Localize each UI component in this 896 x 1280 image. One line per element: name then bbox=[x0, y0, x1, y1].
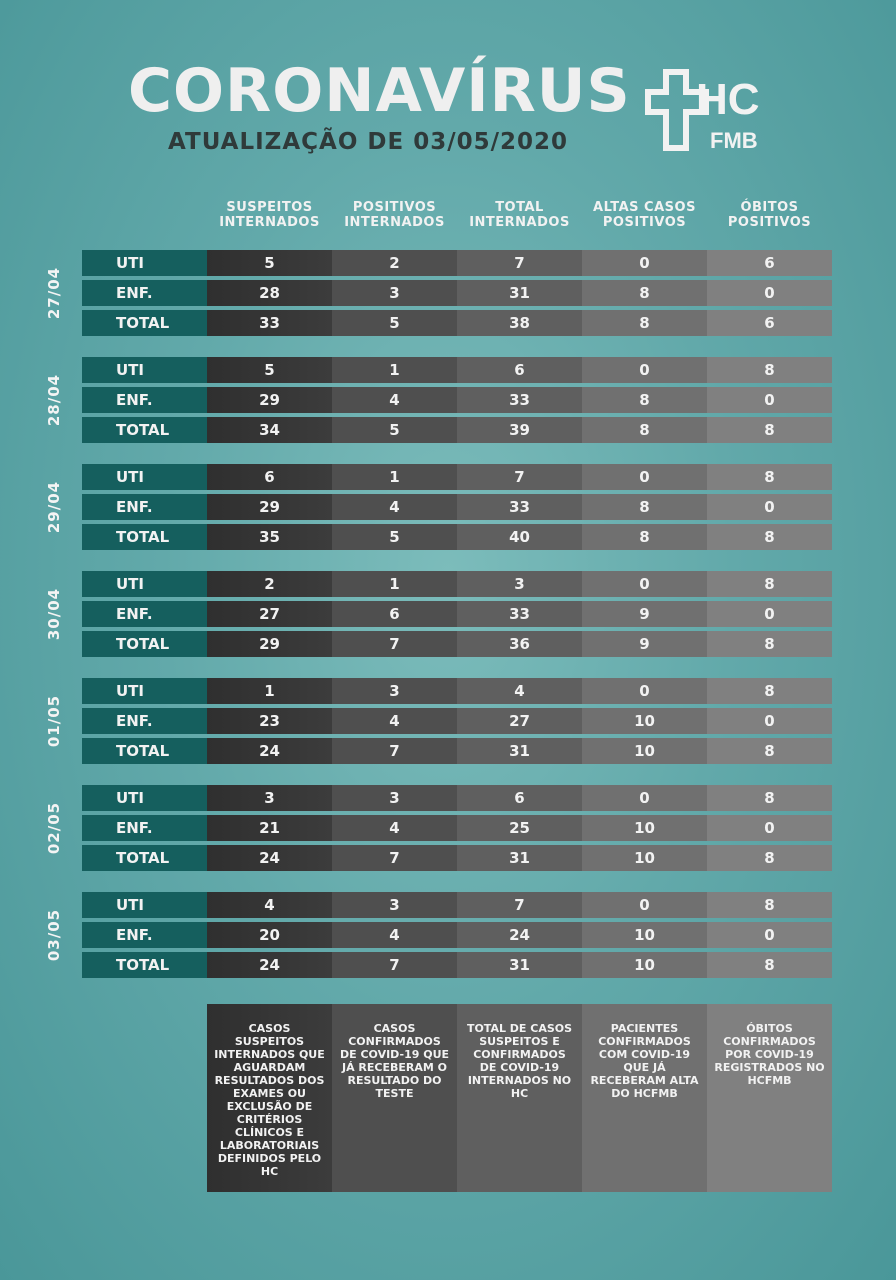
table-cell: 33 bbox=[207, 310, 332, 336]
table-cell: 2 bbox=[332, 250, 457, 276]
row-label: ENF. bbox=[82, 601, 207, 627]
table-cell: 29 bbox=[207, 387, 332, 413]
table-row-enf bbox=[82, 601, 834, 627]
table-cell: 24 bbox=[207, 738, 332, 764]
table-cell: 10 bbox=[582, 952, 707, 978]
table-cell: 0 bbox=[582, 785, 707, 811]
table-row-uti bbox=[82, 250, 834, 276]
table-cell: 3 bbox=[332, 785, 457, 811]
column-notes bbox=[207, 1004, 834, 1192]
table-cell: 6 bbox=[707, 250, 832, 276]
note-altas: PACIENTES CONFIRMADOS COM COVID-19 QUE JÁ RECEBERAM ALTA DO HCFMB bbox=[582, 1004, 707, 1192]
note-positivos: CASOS CONFIRMADOS DE COVID-19 QUE JÁ RECEBERAM O RESULTADO DO TESTE bbox=[332, 1004, 457, 1192]
table-cell: 10 bbox=[582, 922, 707, 948]
note-suspeitos: CASOS SUSPEITOS INTERNADOS QUE AGUARDAM RESULTADOS DOS EXAMES OU EXCLUSÃO DE CRITÉRIOS CLÍNICOS E LABORATORIAIS DEFINIDOS PELO HC bbox=[207, 1004, 332, 1192]
table-cell: 38 bbox=[457, 310, 582, 336]
table-cell: 27 bbox=[457, 708, 582, 734]
table-cell: 8 bbox=[582, 524, 707, 550]
table-cell: 31 bbox=[457, 845, 582, 871]
table-cell: 29 bbox=[207, 494, 332, 520]
table-cell: 4 bbox=[332, 708, 457, 734]
table-cell: 35 bbox=[207, 524, 332, 550]
row-label: UTI bbox=[82, 892, 207, 918]
table-row-enf bbox=[82, 280, 834, 306]
table-cell: 8 bbox=[582, 280, 707, 306]
table-cell: 31 bbox=[457, 280, 582, 306]
table-cell: 4 bbox=[207, 892, 332, 918]
table-cell: 27 bbox=[207, 601, 332, 627]
table-cell: 4 bbox=[332, 922, 457, 948]
table-cell: 0 bbox=[707, 815, 832, 841]
column-header-positivos: POSITIVOS INTERNADOS bbox=[344, 200, 445, 230]
table-cell: 7 bbox=[332, 845, 457, 871]
table-cell: 33 bbox=[457, 387, 582, 413]
table-cell: 28 bbox=[207, 280, 332, 306]
table-cell: 0 bbox=[707, 922, 832, 948]
table-cell: 8 bbox=[707, 952, 832, 978]
table-cell: 8 bbox=[582, 387, 707, 413]
table-row-enf bbox=[82, 708, 834, 734]
table-cell: 8 bbox=[707, 464, 832, 490]
table-cell: 5 bbox=[332, 417, 457, 443]
table-cell: 8 bbox=[582, 310, 707, 336]
table-cell: 0 bbox=[707, 601, 832, 627]
table-cell: 23 bbox=[207, 708, 332, 734]
date-label: 30/04 bbox=[45, 587, 63, 641]
row-label: UTI bbox=[82, 464, 207, 490]
table-cell: 10 bbox=[582, 845, 707, 871]
column-header-total: TOTAL INTERNADOS bbox=[469, 200, 570, 230]
table-row-total bbox=[82, 631, 834, 657]
table-cell: 0 bbox=[707, 387, 832, 413]
table-cell: 0 bbox=[582, 464, 707, 490]
table-cell: 34 bbox=[207, 417, 332, 443]
table-cell: 25 bbox=[457, 815, 582, 841]
page-title: CORONAVÍRUS bbox=[128, 56, 631, 126]
table-cell: 6 bbox=[332, 601, 457, 627]
table-cell: 5 bbox=[332, 524, 457, 550]
table-cell: 1 bbox=[332, 357, 457, 383]
table-cell: 8 bbox=[707, 357, 832, 383]
table-cell: 39 bbox=[457, 417, 582, 443]
date-label: 02/05 bbox=[45, 801, 63, 855]
row-label: TOTAL bbox=[82, 845, 207, 871]
row-label: TOTAL bbox=[82, 631, 207, 657]
row-label: UTI bbox=[82, 785, 207, 811]
table-cell: 6 bbox=[457, 785, 582, 811]
row-label: UTI bbox=[82, 571, 207, 597]
table-row-uti bbox=[82, 464, 834, 490]
table-cell: 7 bbox=[457, 464, 582, 490]
date-label: 01/05 bbox=[45, 694, 63, 748]
table-cell: 3 bbox=[207, 785, 332, 811]
logo-fmb-text: FMB bbox=[710, 128, 758, 152]
table-cell: 9 bbox=[582, 631, 707, 657]
table-cell: 0 bbox=[582, 571, 707, 597]
table-row-uti bbox=[82, 785, 834, 811]
row-label: TOTAL bbox=[82, 738, 207, 764]
table-cell: 3 bbox=[457, 571, 582, 597]
date-label: 28/04 bbox=[45, 373, 63, 427]
table-cell: 2 bbox=[207, 571, 332, 597]
table-cell: 0 bbox=[582, 678, 707, 704]
table-cell: 10 bbox=[582, 815, 707, 841]
row-label: ENF. bbox=[82, 815, 207, 841]
table-cell: 40 bbox=[457, 524, 582, 550]
table-cell: 10 bbox=[582, 738, 707, 764]
table-cell: 20 bbox=[207, 922, 332, 948]
table-cell: 36 bbox=[457, 631, 582, 657]
table-cell: 33 bbox=[457, 601, 582, 627]
note-total: TOTAL DE CASOS SUSPEITOS E CONFIRMADOS DE COVID-19 INTERNADOS NO HC bbox=[457, 1004, 582, 1192]
table-row-enf bbox=[82, 922, 834, 948]
table-cell: 4 bbox=[332, 815, 457, 841]
table-cell: 31 bbox=[457, 738, 582, 764]
table-row-total bbox=[82, 952, 834, 978]
table-cell: 7 bbox=[457, 892, 582, 918]
table-cell: 24 bbox=[207, 952, 332, 978]
row-label: TOTAL bbox=[82, 524, 207, 550]
row-label: ENF. bbox=[82, 280, 207, 306]
table-cell: 1 bbox=[332, 571, 457, 597]
table-cell: 7 bbox=[332, 738, 457, 764]
table-cell: 33 bbox=[457, 494, 582, 520]
table-cell: 21 bbox=[207, 815, 332, 841]
row-label: ENF. bbox=[82, 708, 207, 734]
row-label: UTI bbox=[82, 678, 207, 704]
table-cell: 7 bbox=[332, 631, 457, 657]
row-label: ENF. bbox=[82, 922, 207, 948]
table-cell: 7 bbox=[457, 250, 582, 276]
table-cell: 5 bbox=[207, 357, 332, 383]
table-cell: 3 bbox=[332, 678, 457, 704]
row-label: TOTAL bbox=[82, 310, 207, 336]
table-row-total bbox=[82, 738, 834, 764]
column-header-altas: ALTAS CASOS POSITIVOS bbox=[593, 200, 696, 230]
table-cell: 10 bbox=[582, 708, 707, 734]
logo-hc-text: HC bbox=[696, 75, 760, 124]
row-label: UTI bbox=[82, 357, 207, 383]
table-cell: 8 bbox=[707, 631, 832, 657]
table-row-total bbox=[82, 417, 834, 443]
table-cell: 8 bbox=[707, 845, 832, 871]
table-cell: 4 bbox=[332, 387, 457, 413]
table-cell: 0 bbox=[582, 357, 707, 383]
table-cell: 29 bbox=[207, 631, 332, 657]
table-row-uti bbox=[82, 357, 834, 383]
table-cell: 8 bbox=[707, 892, 832, 918]
table-row-total bbox=[82, 310, 834, 336]
table-cell: 3 bbox=[332, 892, 457, 918]
table-cell: 4 bbox=[332, 494, 457, 520]
table-cell: 31 bbox=[457, 952, 582, 978]
table-cell: 8 bbox=[707, 738, 832, 764]
table-cell: 8 bbox=[707, 785, 832, 811]
row-label: ENF. bbox=[82, 387, 207, 413]
table-cell: 6 bbox=[707, 310, 832, 336]
table-cell: 3 bbox=[332, 280, 457, 306]
row-label: ENF. bbox=[82, 494, 207, 520]
table-row-uti bbox=[82, 678, 834, 704]
row-label: TOTAL bbox=[82, 952, 207, 978]
update-date-subtitle: ATUALIZAÇÃO DE 03/05/2020 bbox=[168, 129, 569, 155]
table-cell: 0 bbox=[582, 892, 707, 918]
column-header-suspeitos: SUSPEITOS INTERNADOS bbox=[219, 200, 320, 230]
table-cell: 8 bbox=[582, 494, 707, 520]
table-cell: 8 bbox=[707, 571, 832, 597]
date-label: 29/04 bbox=[45, 480, 63, 534]
column-header-obitos: ÓBITOS POSITIVOS bbox=[727, 200, 812, 230]
table-cell: 8 bbox=[582, 417, 707, 443]
table-row-total bbox=[82, 845, 834, 871]
table-row-uti bbox=[82, 892, 834, 918]
table-cell: 24 bbox=[207, 845, 332, 871]
table-cell: 0 bbox=[707, 708, 832, 734]
note-obitos: ÓBITOS CONFIRMADOS POR COVID-19 REGISTRADOS NO HCFMB bbox=[707, 1004, 832, 1192]
table-cell: 0 bbox=[582, 250, 707, 276]
table-cell: 1 bbox=[332, 464, 457, 490]
table-cell: 4 bbox=[457, 678, 582, 704]
hcfmb-logo bbox=[644, 68, 770, 152]
table-cell: 0 bbox=[707, 494, 832, 520]
table-cell: 6 bbox=[457, 357, 582, 383]
table-cell: 5 bbox=[207, 250, 332, 276]
date-label: 03/05 bbox=[45, 908, 63, 962]
table-cell: 24 bbox=[457, 922, 582, 948]
table-cell: 0 bbox=[707, 280, 832, 306]
table-cell: 5 bbox=[332, 310, 457, 336]
date-label: 27/04 bbox=[45, 266, 63, 320]
row-label: UTI bbox=[82, 250, 207, 276]
table-cell: 8 bbox=[707, 678, 832, 704]
table-cell: 6 bbox=[207, 464, 332, 490]
table-cell: 1 bbox=[207, 678, 332, 704]
table-row-enf bbox=[82, 387, 834, 413]
table-cell: 8 bbox=[707, 417, 832, 443]
table-cell: 7 bbox=[332, 952, 457, 978]
row-label: TOTAL bbox=[82, 417, 207, 443]
table-cell: 9 bbox=[582, 601, 707, 627]
table-row-uti bbox=[82, 571, 834, 597]
table-row-enf bbox=[82, 494, 834, 520]
table-cell: 8 bbox=[707, 524, 832, 550]
table-row-total bbox=[82, 524, 834, 550]
table-row-enf bbox=[82, 815, 834, 841]
